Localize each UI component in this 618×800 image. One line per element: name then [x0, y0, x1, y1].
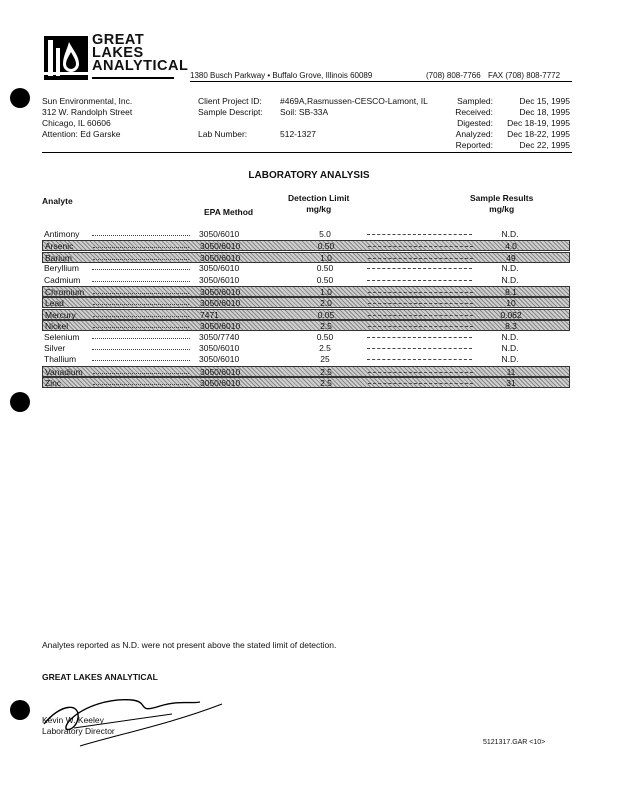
signature-company: GREAT LAKES ANALYTICAL — [42, 672, 158, 682]
detection-limit: 0.05 — [317, 309, 335, 320]
leader-dots — [93, 247, 189, 248]
epa-method: 3050/6010 — [200, 287, 241, 297]
sample-result: 11 — [506, 366, 516, 377]
leader-dashes — [367, 268, 472, 269]
epa-method: 3050/6010 — [200, 366, 241, 377]
epa-method: 3050/6010 — [199, 343, 240, 353]
punch-hole — [10, 392, 30, 412]
detection-limit: 1.0 — [320, 252, 332, 263]
leader-dashes — [368, 372, 473, 373]
detection-limit: 0.50 — [316, 331, 334, 342]
detection-limit: 25 — [320, 354, 330, 365]
table-row — [42, 240, 570, 251]
epa-method: 3050/6010 — [199, 263, 240, 274]
date-values: Dec 15, 1995 Dec 18, 1995 Dec 18-19, 1995 Dec 18-22, 1995 Dec 22, 1995 — [507, 96, 570, 150]
leader-dots — [92, 269, 190, 270]
epa-method: 3050/6010 — [199, 229, 240, 239]
detection-limit: 2.5 — [320, 321, 332, 332]
leader-dashes — [367, 337, 472, 338]
header-rule — [42, 152, 572, 153]
detection-limit: 0.50 — [316, 263, 334, 274]
sample-result: N.D. — [501, 274, 519, 285]
column-header-results: Sample Results mg/kg — [470, 193, 534, 214]
leader-dots — [93, 316, 189, 317]
detection-limit: 2.5 — [319, 343, 331, 353]
header-rule — [190, 81, 572, 82]
analyte-name: Selenium — [44, 331, 80, 342]
leader-dots — [92, 360, 190, 361]
analyte-name: Arsenic — [45, 241, 74, 252]
analyte-name: Vanadium — [45, 366, 83, 377]
punch-hole — [10, 700, 30, 720]
sample-result: N.D. — [501, 343, 519, 353]
leader-dots — [93, 293, 189, 294]
table-row — [42, 354, 570, 365]
leader-dots — [93, 384, 189, 385]
analyte-name: Lead — [45, 298, 64, 309]
sample-result: 8.1 — [505, 287, 517, 297]
leader-dashes — [368, 303, 473, 304]
table-row — [42, 366, 570, 377]
table-row — [42, 297, 570, 308]
sample-result: 0.062 — [500, 309, 522, 320]
epa-method: 3050/6010 — [200, 321, 241, 332]
detection-limit: 5.0 — [319, 229, 331, 239]
company-phone: (708) 808-7766 — [426, 71, 481, 80]
table-row — [42, 309, 570, 320]
detection-limit: 0.50 — [316, 274, 334, 285]
analyte-name: Zinc — [45, 378, 62, 389]
analyte-name: Nickel — [45, 321, 69, 332]
detection-limit: 1.0 — [320, 287, 332, 297]
divider — [92, 77, 174, 79]
analyte-name: Mercury — [45, 309, 76, 320]
leader-dots — [92, 338, 190, 339]
company-logo-icon — [44, 34, 88, 80]
leader-dashes — [367, 234, 472, 235]
epa-method: 3050/6010 — [199, 274, 240, 285]
leader-dots — [93, 259, 189, 260]
leader-dashes — [368, 383, 473, 384]
epa-method: 3050/6010 — [200, 252, 241, 263]
analyte-name: Chromium — [45, 287, 85, 297]
column-header-epa-method: EPA Method — [204, 207, 254, 217]
column-header-analyte: Analyte — [42, 196, 73, 206]
punch-hole — [10, 88, 30, 108]
sample-result: 8.3 — [505, 321, 517, 332]
company-name: GREAT LAKES ANALYTICAL — [92, 32, 189, 74]
leader-dots — [92, 349, 190, 350]
epa-method: 3050/6010 — [199, 354, 240, 365]
table-row — [42, 263, 570, 274]
signatory: Kevin W. Keeley Laboratory Director — [42, 715, 115, 736]
sample-result: 4.0 — [505, 241, 517, 252]
epa-method: 3050/6010 — [200, 378, 241, 389]
company-fax: FAX (708) 808-7772 — [488, 71, 561, 80]
sample-result: N.D. — [501, 229, 519, 239]
leader-dashes — [368, 246, 473, 247]
leader-dots — [93, 373, 189, 374]
leader-dots — [92, 235, 190, 236]
sample-result: N.D. — [501, 331, 519, 342]
leader-dashes — [368, 258, 473, 259]
company-address: 1380 Busch Parkway • Buffalo Grove, Illinois 60089 — [190, 71, 373, 80]
epa-method: 7471 — [200, 309, 219, 320]
analyte-name: Antimony — [44, 229, 80, 239]
epa-method: 3050/6010 — [200, 241, 241, 252]
footer-code: 5121317.GAR <10> — [483, 739, 546, 746]
sample-result: 31 — [506, 378, 516, 389]
detection-note: Analytes reported as N.D. were not present above the stated limit of detection. — [42, 640, 337, 650]
epa-method: 3050/7740 — [199, 331, 240, 342]
leader-dashes — [367, 280, 472, 281]
column-header-detection-limit: Detection Limit mg/kg — [288, 193, 350, 214]
leader-dashes — [367, 348, 472, 349]
analyte-name: Barium — [45, 252, 72, 263]
leader-dashes — [368, 326, 473, 327]
leader-dashes — [368, 292, 473, 293]
analyte-name: Cadmium — [44, 274, 81, 285]
analyte-name: Thallium — [44, 354, 77, 365]
table-row — [42, 332, 570, 343]
sample-result: N.D. — [501, 354, 519, 365]
table-row — [42, 286, 570, 297]
detection-limit: 2.5 — [320, 378, 332, 389]
analyte-name: Beryllium — [44, 263, 79, 274]
table-row — [42, 320, 570, 331]
table-row — [42, 377, 570, 388]
sample-result: 10 — [506, 298, 516, 309]
report-title: LABORATORY ANALYSIS — [248, 170, 370, 181]
project-labels: Client Project ID: Sample Descript: Lab Number: — [198, 96, 263, 139]
table-row — [42, 229, 570, 240]
table-row — [42, 252, 570, 263]
sample-result: 49 — [506, 252, 516, 263]
leader-dots — [92, 281, 190, 282]
leader-dashes — [368, 315, 473, 316]
table-row — [42, 275, 570, 286]
leader-dashes — [367, 359, 472, 360]
detection-limit: 2.0 — [320, 298, 332, 309]
client-address: Sun Environmental, Inc. 312 W. Randolph Street Chicago, IL 60606 Attention: Ed Garske — [42, 96, 133, 139]
leader-dots — [93, 304, 189, 305]
leader-dots — [93, 327, 189, 328]
date-labels: Sampled: Received: Digested: Analyzed: Reported: — [455, 96, 493, 150]
sample-result: N.D. — [501, 263, 519, 274]
project-values: #469A,Rasmussen-CESCO-Lamont, IL Soil: SB-33A 512-1327 — [280, 96, 428, 139]
detection-limit: 2.5 — [320, 366, 332, 377]
detection-limit: 0.50 — [317, 241, 335, 252]
table-row — [42, 343, 570, 354]
epa-method: 3050/6010 — [200, 298, 241, 309]
analyte-name: Silver — [44, 343, 66, 353]
